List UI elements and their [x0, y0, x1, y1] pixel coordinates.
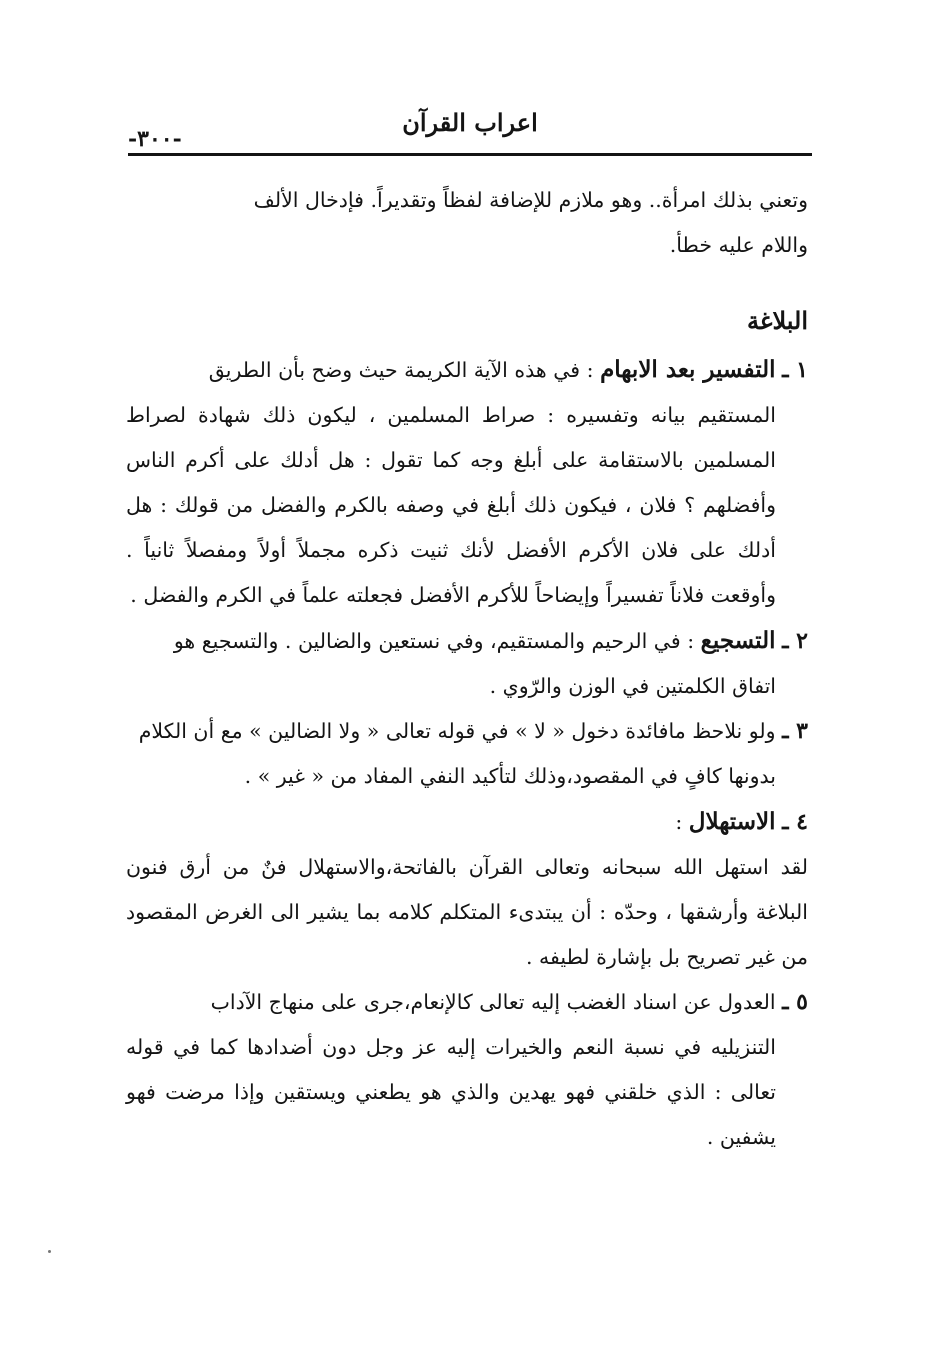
list-item-5 [126, 980, 808, 1160]
item-lead: ولو نلاحظ مافائدة دخول « لا » في قوله تعالى « ولا الضالين » مع أن الكلام [138, 719, 776, 743]
item-continuation: بدونها كافٍ في المقصود،وذلك لتأكيد النفي المفاد من « غير » . [244, 764, 776, 788]
intro-line-2: واللام عليه خطأ. [669, 233, 808, 257]
item-lead: : [675, 810, 689, 834]
item-continuation: المستقيم بيانه وتفسيره : صراط المسلمين ، ليكون ذلك شهادة لصراط المسلمين بالاستقامة على أبلغ وجه كما تقول : هل أدلك على أكرم الناس وأفضلهم ؟ فلان ، فيكون ذلك أبلغ في وصفه بالكرم والفضل من قولك : هل أدلك على فلان الأكرم الأفضل لأنك ثنيت ذكره مجملاً أولاً ومفصلاً ثانياً . وأوقعت فلاناً تفسيراً وإيضاحاً للأكرم الأفضل فجعلته علماً في الكرم والفضل . [126, 403, 776, 607]
scan-speck [48, 1250, 51, 1253]
intro-paragraph [126, 178, 808, 268]
item-term: التسجيع [700, 627, 776, 654]
list-item-4 [126, 799, 808, 845]
item-number: ٣ ـ [782, 718, 808, 744]
item-number: ٢ ـ [782, 628, 808, 654]
list-item-3 [126, 709, 808, 799]
page-number: -٣٠٠- [128, 126, 182, 152]
body-text [126, 178, 808, 1160]
list-item-2 [126, 618, 808, 709]
header-rule [128, 153, 812, 156]
item-term: التفسير بعد الابهام [600, 356, 776, 383]
item-continuation: اتفاق الكلمتين في الوزن والرّوي . [489, 674, 776, 698]
item-term: الاستهلال [688, 808, 776, 835]
item-number: ٤ ـ [782, 809, 808, 835]
item-lead: : في الرحيم والمستقيم، وفي نستعين والضالين . والتسجيع هو [173, 629, 701, 653]
page-header [128, 100, 812, 158]
item-number: ٥ ـ [782, 989, 808, 1015]
item-lead: : في هذه الآية الكريمة حيث وضح بأن الطريق [208, 358, 601, 382]
intro-line-1: وتعني بذلك امرأة.. وهو ملازم للإضافة لفظاً وتقديراً. فإدخال الألف [253, 188, 808, 212]
section-title: البلاغة [747, 306, 808, 335]
item-continuation: التنزيليه في نسبة النعم والخيرات إليه عز وجل دون أضدادها كما في قوله تعالى : الذي خلقني فهو يهدين والذي هو يطعني ويستقين وإذا مرضت فهو يشفين . [126, 1035, 776, 1149]
list-item-1 [126, 347, 808, 618]
header-title: اعراب القرآن [402, 108, 538, 137]
istihlal-paragraph: لقد استهل الله سبحانه وتعالى القرآن بالفاتحة،والاستهلال فنٌ من أرق فنون البلاغة وأرشقها ، وحدّه : أن يبتدىء المتكلم كلامه بما يشير الى الغرض المقصود من غير تصريح بل بإشارة لطيفه . [126, 855, 808, 969]
item-number: ١ ـ [782, 357, 808, 383]
item-lead: العدول عن اسناد الغضب إليه تعالى كالإنعام،جرى على منهاج الآداب [210, 990, 776, 1014]
